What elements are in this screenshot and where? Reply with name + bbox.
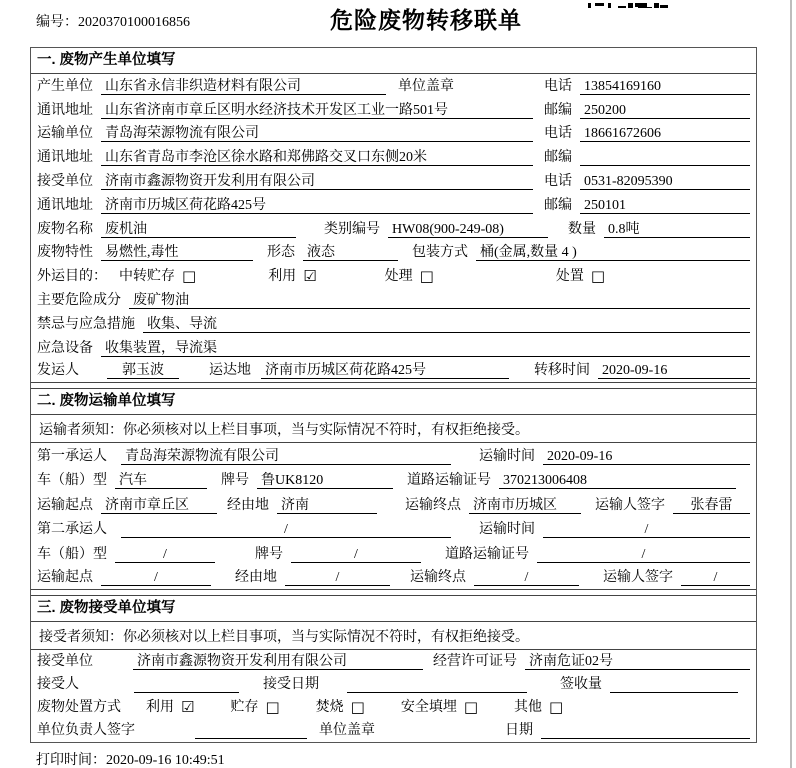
characteristic-label: 废物特性 <box>37 245 93 261</box>
waste-name-value: 废机油 <box>101 221 296 238</box>
producer-label: 产生单位 <box>37 78 93 94</box>
checkbox-checked-icon: ☑ <box>303 267 317 286</box>
disposal-label: 废物处置方式 <box>37 700 121 716</box>
transfer-time-value: 2020-09-16 <box>598 362 750 379</box>
purpose-option-label: 处置 <box>555 269 584 285</box>
waste-name-row <box>31 217 756 241</box>
physical-form-label: 形态 <box>267 245 295 261</box>
producer-value: 山东省永信非织造材料有限公司 <box>101 78 386 95</box>
receiver-phone-label: 电话 <box>544 173 572 189</box>
date-value <box>541 722 750 739</box>
receive-date-label: 接受日期 <box>263 677 319 693</box>
transporter-address-label: 通讯地址 <box>37 150 93 166</box>
producer-address-row <box>31 98 756 122</box>
carrier2-label: 第二承运人 <box>37 522 107 538</box>
vehicle2-row <box>31 541 756 566</box>
transporter-label: 运输单位 <box>37 126 93 142</box>
license-value: 济南危证02号 <box>525 653 750 670</box>
doc-number-label: 编号： <box>36 15 78 30</box>
checkbox-unchecked-icon: □ <box>590 267 606 286</box>
carrier-sign2-label: 运输人签字 <box>603 570 673 586</box>
responsible-sign-value <box>195 722 307 739</box>
producer-postcode-label: 邮编 <box>544 102 572 118</box>
waste-name-label: 废物名称 <box>37 221 93 237</box>
taboo-measures-label: 禁忌与应急措施 <box>37 316 135 332</box>
transporter-postcode-label: 邮编 <box>544 150 572 166</box>
manifest-form <box>30 47 757 743</box>
vehicle-type1-label: 车（船）型 <box>37 473 107 489</box>
doc-number-value: 2020370100016856 <box>78 15 190 30</box>
receive-unit-row <box>31 650 756 673</box>
origin1-label: 运输起点 <box>37 497 93 513</box>
checkbox-unchecked-icon: □ <box>419 267 434 286</box>
carrier1-value: 青岛海荣源物流有限公司 <box>121 448 451 465</box>
purpose-option-transfer-storage <box>119 268 196 285</box>
carrier2-value: / <box>121 521 451 538</box>
producer-address-label: 通讯地址 <box>37 102 93 118</box>
responsible-sign-row <box>31 719 756 742</box>
receiver-value: 济南市鑫源物资开发利用有限公司 <box>101 173 533 190</box>
carrier-sign1-label: 运输人签字 <box>595 497 665 513</box>
packaging-label: 包装方式 <box>412 245 468 261</box>
receive-unit-value: 济南市鑫源物资开发利用有限公司 <box>133 653 423 670</box>
purpose-option-label: 处理 <box>384 269 413 285</box>
transport-time1-label: 运输时间 <box>479 448 535 464</box>
terminus2-value: / <box>474 569 579 586</box>
producer-address-value: 山东省济南市章丘区明水经济技术开发区工业一路501号 <box>101 102 533 119</box>
sender-value: 郭玉波 <box>107 362 179 379</box>
vehicle-type1-value: 汽车 <box>115 472 207 489</box>
plate2-label: 牌号 <box>255 546 283 562</box>
transporter-notice-row <box>31 415 756 443</box>
road-permit1-value: 370213006408 <box>499 472 736 489</box>
hazard-component-value: 废矿物油 <box>129 292 750 309</box>
checkbox-unchecked-icon: □ <box>463 698 479 717</box>
producer-phone-value: 13854169160 <box>580 78 750 95</box>
terminus1-value: 济南市历城区 <box>469 497 581 514</box>
carrier1-row <box>31 443 756 468</box>
page-title: 危险废物转移联单 <box>330 7 522 33</box>
hazard-component-row <box>31 288 756 312</box>
purpose-option-dispose <box>556 268 605 285</box>
receive-unit-label: 接受单位 <box>37 654 93 670</box>
receive-person-row <box>31 673 756 696</box>
transporter-address-value: 山东省青岛市李沧区徐水路和郑佛路交叉口东侧20米 <box>101 149 533 166</box>
section1-header: 一. 废物产生单位填写 <box>31 48 756 74</box>
sender-label: 发运人 <box>37 363 79 379</box>
section3-header: 三. 废物接受单位填写 <box>31 595 756 622</box>
vehicle-type2-value: / <box>115 546 215 563</box>
qr-code-icon <box>588 0 668 8</box>
disposal-row <box>31 696 756 719</box>
plate1-label: 牌号 <box>221 473 249 489</box>
carrier-sign1-value: 张春雷 <box>673 497 750 514</box>
print-time-value: 2020-09-16 10:49:51 <box>106 753 225 768</box>
destination-value: 济南市历城区荷花路425号 <box>261 362 509 379</box>
signed-quantity-label: 签收量 <box>560 677 602 693</box>
transporter-value: 青岛海荣源物流有限公司 <box>101 125 533 142</box>
taboo-measures-row <box>31 312 756 336</box>
receive-person-label: 接受人 <box>37 677 79 693</box>
receiver-postcode-label: 邮编 <box>544 197 572 213</box>
date-label: 日期 <box>505 723 533 739</box>
checkbox-unchecked-icon: □ <box>549 698 564 717</box>
page-right-edge-line <box>790 0 792 768</box>
carrier1-label: 第一承运人 <box>37 448 107 464</box>
transport-time2-value: / <box>543 521 750 538</box>
terminus1-label: 运输终点 <box>405 497 461 513</box>
purpose-label: 外运目的： <box>37 269 107 285</box>
transporter-address-row <box>31 145 756 169</box>
checkbox-unchecked-icon: □ <box>265 698 280 717</box>
receiver-phone-value: 0531-82095390 <box>580 173 750 190</box>
waste-code-label: 类别编号 <box>324 221 380 237</box>
disposal-option-label: 安全填埋 <box>400 700 457 716</box>
purpose-option-label: 中转贮存 <box>119 269 175 285</box>
transport-time2-label: 运输时间 <box>479 522 535 538</box>
receiver-label: 接受单位 <box>37 173 93 189</box>
disposal-option-label: 其他 <box>514 700 543 716</box>
emergency-equipment-label: 应急设备 <box>37 340 93 356</box>
producer-phone-label: 电话 <box>544 78 572 94</box>
section2-header: 二. 废物运输单位填写 <box>31 388 756 415</box>
checkbox-unchecked-icon: □ <box>350 698 365 717</box>
packaging-value: 桶(金属,数量 4 ) <box>476 244 750 261</box>
plate2-value: / <box>291 546 421 563</box>
via1-value: 济南 <box>277 497 377 514</box>
purpose-row <box>31 264 756 288</box>
transporter-notice-text: 运输者须知：你必须核对以上栏目事项，当与实际情况不符时，有权拒绝接受。 <box>39 422 529 438</box>
transfer-time-label: 转移时间 <box>534 363 590 379</box>
purpose-option-label: 利用 <box>268 269 297 285</box>
receiver-notice-row <box>31 622 756 650</box>
emergency-equipment-row <box>31 336 756 360</box>
carrier2-row <box>31 517 756 542</box>
plate1-value: 鲁UK8120 <box>257 472 393 489</box>
origin2-value: / <box>101 569 211 586</box>
disposal-option-landfill <box>401 699 478 716</box>
print-time-label: 打印时间： <box>36 753 106 768</box>
disposal-option-label: 贮存 <box>230 700 259 716</box>
emergency-equipment-value: 收集装置，导流渠 <box>101 340 750 357</box>
vehicle-type2-label: 车（船）型 <box>37 546 107 562</box>
unit-seal-label: 单位盖章 <box>398 78 454 94</box>
unit-seal2-label: 单位盖章 <box>319 723 375 739</box>
taboo-measures-value: 收集、导流 <box>143 316 750 333</box>
license-label: 经营许可证号 <box>433 654 517 670</box>
disposal-option-label: 利用 <box>146 700 174 716</box>
purpose-option-utilize <box>268 268 316 285</box>
receiver-address-label: 通讯地址 <box>37 197 93 213</box>
route2-row <box>31 566 756 591</box>
origin1-value: 济南市章丘区 <box>101 497 217 514</box>
terminus2-label: 运输终点 <box>410 570 466 586</box>
road-permit1-label: 道路运输证号 <box>407 473 491 489</box>
receiver-address-row <box>31 193 756 217</box>
receive-date-value <box>347 676 527 693</box>
quantity-label: 数量 <box>568 221 596 237</box>
destination-label: 运达地 <box>209 363 251 379</box>
disposal-option-store <box>230 699 279 716</box>
disposal-option-incinerate <box>316 699 365 716</box>
via2-label: 经由地 <box>235 570 277 586</box>
origin2-label: 运输起点 <box>37 570 93 586</box>
transporter-phone-label: 电话 <box>544 126 572 142</box>
waste-characteristic-row <box>31 241 756 265</box>
route1-row <box>31 492 756 517</box>
disposal-option-other <box>514 699 563 716</box>
sender-row <box>31 360 756 384</box>
transporter-postcode-value <box>580 149 750 166</box>
responsible-sign-label: 单位负责人签字 <box>37 723 135 739</box>
producer-postcode-value: 250200 <box>580 102 750 119</box>
doc-number <box>36 11 190 31</box>
receiver-row <box>31 169 756 193</box>
receive-person-value <box>134 676 239 693</box>
transporter-row <box>31 122 756 146</box>
road-permit2-value: / <box>537 546 750 563</box>
quantity-value: 0.8吨 <box>604 221 750 238</box>
checkbox-unchecked-icon: □ <box>182 267 197 286</box>
transport-time1-value: 2020-09-16 <box>543 448 750 465</box>
producer-row <box>31 74 756 98</box>
receiver-notice-text: 接受者须知：你必须核对以上栏目事项，当与实际情况不符时，有权拒绝接受。 <box>39 629 529 645</box>
signed-quantity-value <box>610 676 738 693</box>
checkbox-checked-icon: ☑ <box>181 698 195 717</box>
road-permit2-label: 道路运输证号 <box>445 546 529 562</box>
receiver-postcode-value: 250101 <box>580 197 750 214</box>
carrier-sign2-value: / <box>681 569 750 586</box>
print-time <box>36 749 225 768</box>
disposal-option-utilize <box>146 699 194 716</box>
purpose-option-treat <box>385 268 434 285</box>
via2-value: / <box>285 569 390 586</box>
physical-form-value: 液态 <box>303 244 398 261</box>
vehicle1-row <box>31 468 756 493</box>
hazard-component-label: 主要危险成分 <box>37 292 121 308</box>
via1-label: 经由地 <box>227 497 269 513</box>
characteristic-value: 易燃性,毒性 <box>101 244 253 261</box>
receiver-address-value: 济南市历城区荷花路425号 <box>101 197 533 214</box>
disposal-option-label: 焚烧 <box>315 700 344 716</box>
waste-code-value: HW08(900-249-08) <box>388 221 548 238</box>
transporter-phone-value: 18661672606 <box>580 125 750 142</box>
